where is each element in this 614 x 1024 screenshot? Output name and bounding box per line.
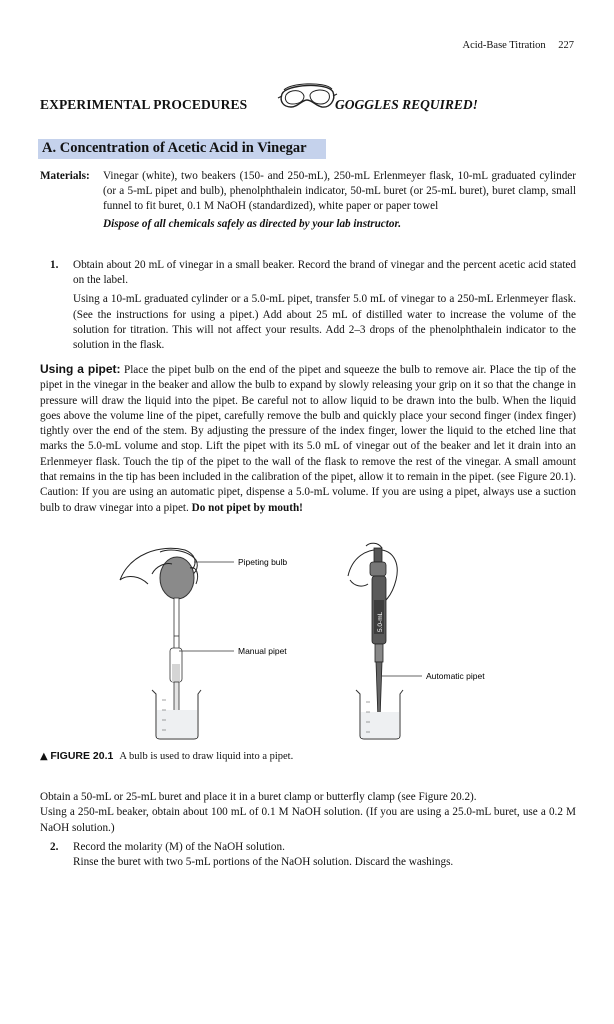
- buret-line-2: Using a 250-mL beaker, obtain about 100 mL of 0.1 M NaOH solution. (If you are using a 25.0-mL buret, use a 0.2 M NaOH solution.): [40, 806, 576, 834]
- experimental-procedures-title: EXPERIMENTAL PROCEDURES: [40, 97, 248, 112]
- goggles-required-text: GOGGLES REQUIRED!: [335, 97, 478, 112]
- materials-list: Vinegar (white), two beakers (150- and 250-mL), 250-mL Erlenmeyer flask, 10-mL graduated cylinder (or a 5-mL pipet and bulb), phenolphthalein indicator, 50-mL buret (or 25-mL buret), buret clamp, small funnel to fit buret, 0.1 M NaOH (standardized), white paper or paper towel: [103, 170, 576, 213]
- step-2-line-1: Record the molarity (M) of the NaOH solution.: [73, 841, 285, 853]
- figure-number: FIGURE 20.1: [50, 750, 114, 762]
- running-head-title: Acid-Base Titration: [462, 40, 546, 51]
- step-1-number: 1.: [50, 259, 59, 271]
- running-head: [463, 40, 575, 51]
- pipeting-bulb-label: Pipeting bulb: [238, 557, 288, 567]
- buret-line-1: Obtain a 50-mL or 25-mL buret and place it in a buret clamp or butterfly clamp (see Figure 20.2).: [40, 791, 477, 803]
- automatic-pipet-label: Automatic pipet: [426, 671, 485, 681]
- materials-block: [40, 169, 576, 232]
- pipet-volume-mark: 5.0-mL: [377, 611, 384, 632]
- buret-instructions: [40, 790, 576, 836]
- experimental-procedures-header: [40, 80, 580, 120]
- figure-20-1: [100, 540, 540, 740]
- step-1-paragraph-1: Obtain about 20 mL of vinegar in a small beaker. Record the brand of vinegar and the percent acetic acid stated on the label.: [73, 259, 576, 287]
- step-1-paragraph-2: Using a 10-mL graduated cylinder or a 5.0-mL pipet, transfer 5.0 mL of vinegar to a 250-mL Erlenmeyer flask. (See the instructions for using a pipet.) Add about 25 mL of distilled water to increase the volume of the solution for titration. This will not affect your results. Add 2–3 drops of the phenolphthalein indicator to the solution in the flask.: [73, 293, 576, 352]
- manual-pipet-icon: [170, 598, 182, 728]
- safety-goggles-icon: [276, 80, 338, 114]
- materials-label: Materials:: [40, 170, 90, 182]
- caption-triangle-icon: ▲: [40, 751, 48, 762]
- page-number: 227: [558, 40, 574, 51]
- figure-caption: [40, 750, 293, 762]
- using-pipet-text: Place the pipet bulb on the end of the pipet and squeeze the bulb to remove air. Place the tip of the pipet in the vinegar in the beaker and allow the bulb to expand by slowly releasing your grip on it so that the change in pressure will draw the liquid into the pipet. Be careful not to allow liquid to be drawn into the bulb. When the liquid goes above the volume line of the pipet, carefully remove the bulb and quickly place your second finger (index finger) tightly over the end of the stem. By adjusting the pressure of the index finger, lower the liquid to the etched line that marks the 5.0-mL volume and stop. Lift the pipet with its 5.0 mL of vinegar out of the beaker and let it drain into an Erlenmeyer flask. Touch the tip of the pipet to the wall of the flask to remove the rest of the vinegar. A small amount that remains in the tip has been included in the calibration of the pipet, allow it to remain in the pipet. (see Figure 20.1). Caution: If you are using an automatic pipet, dispense a 5.0-mL volume. If you are using a pipet, always use a suction bulb to draw vinegar into a pipet.: [40, 364, 576, 514]
- manual-pipet-label: Manual pipet: [238, 646, 287, 656]
- pipeting-bulb-icon: [160, 557, 194, 599]
- figure-caption-text: A bulb is used to draw liquid into a pipet.: [119, 751, 294, 762]
- step-2-number: 2.: [50, 841, 59, 853]
- step-2: [40, 840, 576, 870]
- disposal-note: Dispose of all chemicals safely as directed by your lab instructor.: [103, 217, 402, 230]
- using-pipet-heading: Using a pipet:: [40, 362, 121, 376]
- pipet-illustration: [100, 540, 540, 740]
- step-1: [40, 258, 576, 357]
- section-heading: A. Concentration of Acetic Acid in Vinegar: [42, 140, 307, 156]
- section-heading-box: [38, 139, 326, 159]
- pipet-warning: Do not pipet by mouth!: [191, 501, 303, 514]
- automatic-pipet-icon: [370, 548, 386, 720]
- step-2-line-2: Rinse the buret with two 5-mL portions of the NaOH solution. Discard the washings.: [73, 856, 454, 869]
- using-pipet-paragraph: [40, 362, 576, 516]
